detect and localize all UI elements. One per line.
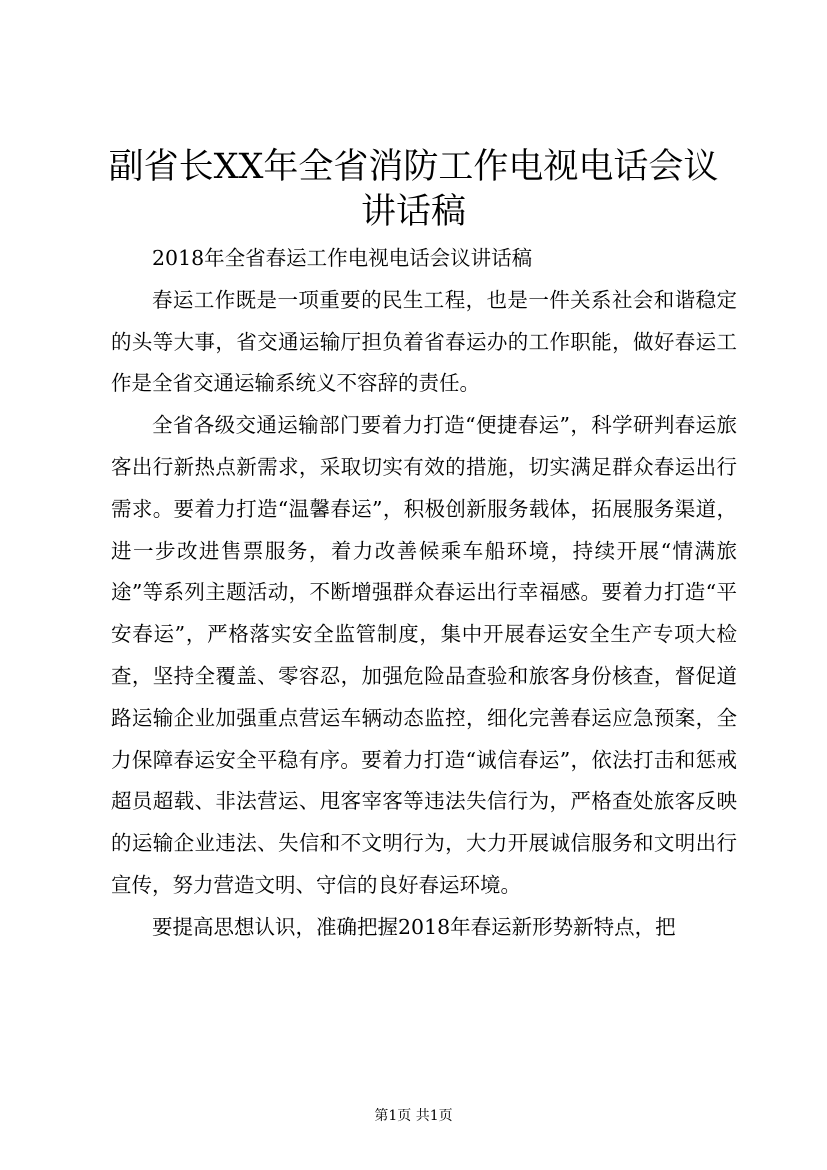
document-title: 副省长XX年全省消防工作电视电话会议讲话稿 — [108, 147, 719, 232]
paragraph-3: 要提高思想认识，准确把握2018年春运新形势新特点，把 — [152, 914, 676, 939]
document-subtitle: 2018年全省春运工作电视电话会议讲话稿 — [152, 246, 533, 270]
paragraph-1: 春运工作既是一项重要的民生工程，也是一件关系社会和谐稳定的头等大事，省交通运输厅担负着省春运办的工作职能，做好春运工作是全省交通运输系统义不容辞的责任。 — [111, 287, 737, 396]
document-body — [111, 238, 737, 949]
paragraph-2: 全省各级交通运输部门要着力打造“便捷春运”，科学研判春运旅客出行新热点新需求，采取切实有效的措施，切实满足群众春运出行需求。要着力打造“温馨春运”，积极创新服务载体，拓展服务渠道，进一步改进售票服务，着力改善候乘车船环境，持续开展“情满旅途”等系列主题活动，不断增强群众春运出行幸福感。要着力打造“平安春运”，严格落实安全监管制度，集中开展春运安全生产专项大检查，坚持全覆盖、零容忍，加强危险品查验和旅客身份核查，督促道路运输企业加强重点营运车辆动态监控，细化完善春运应急预案，全力保障春运安全平稳有序。要着力打造“诚信春运”，依法打击和惩戒超员超载、非法营运、甩客宰客等违法失信行为，严格查处旅客反映的运输企业违法、失信和不文明行为，大力开展诚信服务和文明出行宣传，努力营造文明、守信的良好春运环境。 — [111, 413, 737, 897]
page-number-footer: 第1页 共1页 — [374, 1108, 453, 1124]
